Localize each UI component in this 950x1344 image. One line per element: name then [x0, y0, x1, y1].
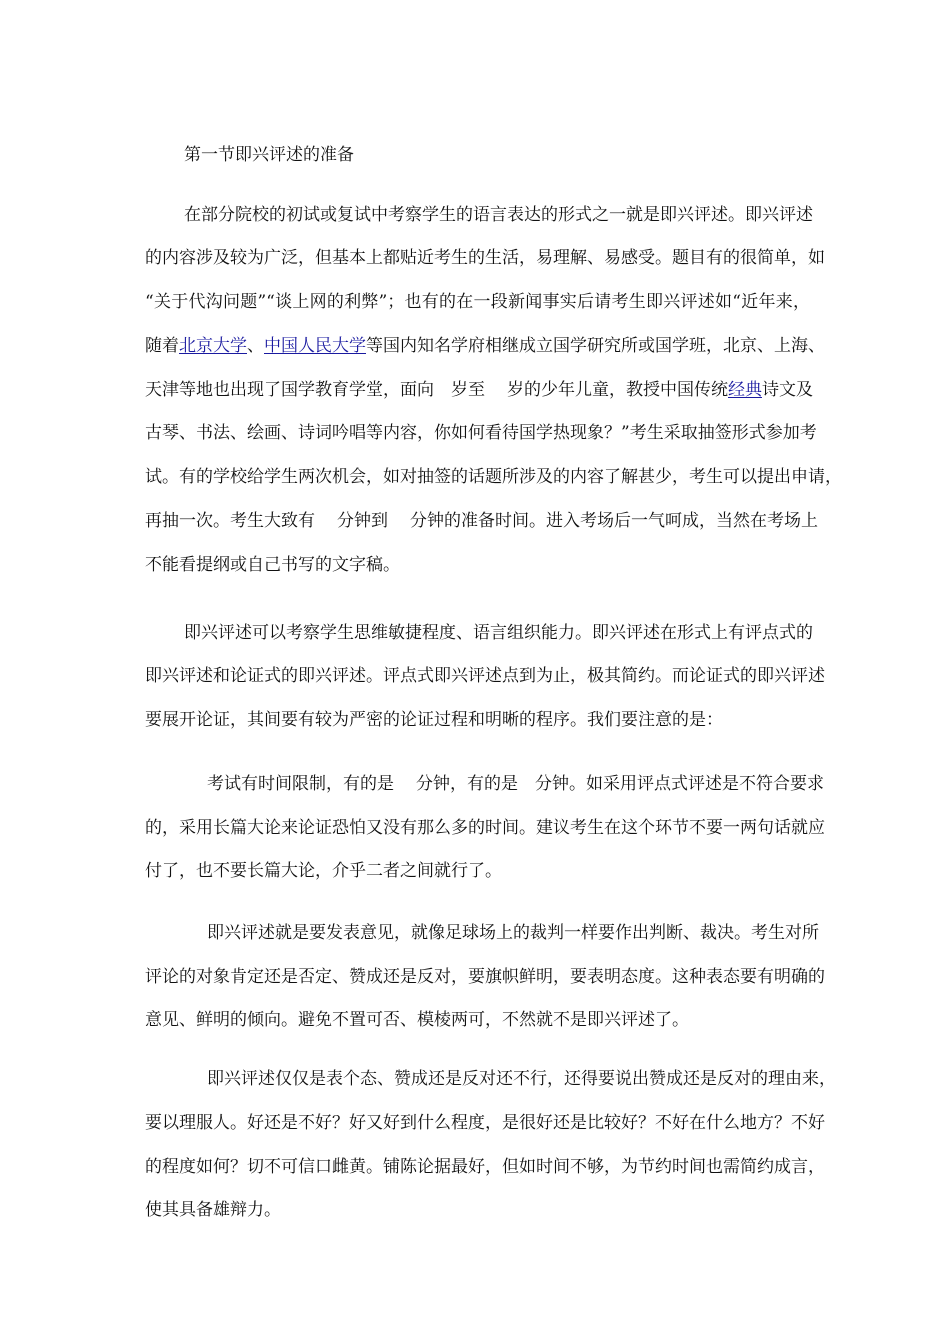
- paragraph-line: 要以理服人。好还是不好？好又好到什么程度，是很好还是比较好？不好在什么地方？不好: [145, 1113, 825, 1133]
- paragraph-line: 古琴、书法、绘画、诗词吟唱等内容，你如何看待国学热现象？”考生采取抽签形式参加考: [145, 423, 817, 443]
- paragraph-line: 即兴评述仅仅是表个态、赞成还是反对还不行，还得要说出赞成还是反对的理由来，: [207, 1069, 836, 1089]
- text-run: 再抽一次。考生大致有: [145, 511, 315, 531]
- link-peking-university[interactable]: 北京大学: [179, 336, 247, 356]
- text-run: 随着: [145, 336, 179, 356]
- text-run: 等国内知名学府相继成立国学研究所或国学班，北京、上海、: [366, 336, 825, 356]
- paragraph-line: 试。有的学校给学生两次机会，如对抽签的话题所涉及的内容了解甚少，考生可以提出申请，: [145, 467, 842, 487]
- text-run: 岁的少年儿童，教授中国传统: [507, 380, 728, 400]
- paragraph-line: 不能看提纲或自己书写的文字稿。: [145, 555, 400, 575]
- text-run: 诗文及: [762, 380, 813, 400]
- link-renmin-university[interactable]: 中国人民大学: [264, 336, 366, 356]
- paragraph-line: [145, 334, 825, 358]
- text-run: 分钟，有的是: [416, 774, 518, 794]
- paragraph-line: 使其具备雄辩力。: [145, 1200, 281, 1220]
- paragraph-line: “关于代沟问题”“谈上网的利弊”；也有的在一段新闻事实后请考生即兴评述如“近年来，: [145, 292, 810, 312]
- paragraph-line: 要展开论证，其间要有较为严密的论证过程和明晰的程序。我们要注意的是：: [145, 710, 723, 730]
- text-run: 分钟的准备时间。进入考场后一气呵成，当然在考场上: [410, 511, 818, 531]
- paragraph-line: 的内容涉及较为广泛，但基本上都贴近考生的生活，易理解、易感受。题目有的很简单，如: [145, 248, 825, 268]
- paragraph-line: [145, 378, 813, 402]
- paragraph-line: 付了，也不要长篇大论，介乎二者之间就行了。: [145, 861, 502, 881]
- paragraph-line: 评论的对象肯定还是否定、赞成还是反对，要旗帜鲜明，要表明态度。这种表态要有明确的: [145, 967, 825, 987]
- text-run: 考试有时间限制，有的是: [207, 774, 394, 794]
- text-run: 分钟到: [337, 511, 388, 531]
- section-heading: 第一节即兴评述的准备: [184, 145, 354, 165]
- paragraph-line: 即兴评述可以考察学生思维敏捷程度、语言组织能力。即兴评述在形式上有评点式的: [184, 623, 813, 643]
- paragraph-line: 意见、鲜明的倾向。避免不置可否、模棱两可，不然就不是即兴评述了。: [145, 1010, 689, 1030]
- paragraph-line: 的程度如何？切不可信口雌黄。铺陈论据最好，但如时间不够，为节约时间也需简约成言，: [145, 1157, 825, 1177]
- paragraph-line: [207, 772, 824, 796]
- text-run: 天津等地也出现了国学教育学堂，面向: [145, 380, 434, 400]
- paragraph-line: 在部分院校的初试或复试中考察学生的语言表达的形式之一就是即兴评述。即兴评述: [184, 205, 813, 225]
- paragraph-line: 的，采用长篇大论来论证恐怕又没有那么多的时间。建议考生在这个环节不要一两句话就应: [145, 818, 825, 838]
- link-classics[interactable]: 经典: [728, 380, 762, 400]
- paragraph-line: [145, 509, 818, 533]
- text-run: 、: [247, 336, 264, 356]
- text-run: 分钟。如采用评点式评述是不符合要求: [535, 774, 824, 794]
- paragraph-line: 即兴评述就是要发表意见，就像足球场上的裁判一样要作出判断、裁决。考生对所: [207, 923, 819, 943]
- paragraph-line: 即兴评述和论证式的即兴评述。评点式即兴评述点到为止，极其简约。而论证式的即兴评述: [145, 666, 825, 686]
- text-run: 岁至: [451, 380, 485, 400]
